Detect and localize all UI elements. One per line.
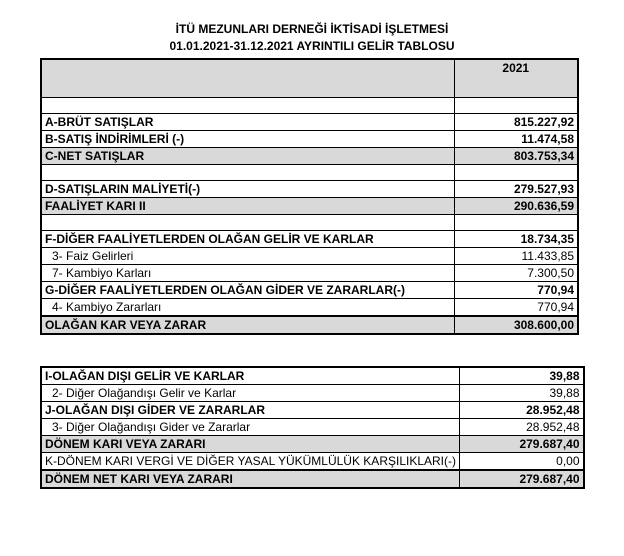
table-row bbox=[41, 367, 584, 385]
row-value bbox=[454, 164, 578, 180]
table-header-row bbox=[41, 59, 578, 97]
row-value: 39,88 bbox=[460, 367, 584, 385]
row-label bbox=[41, 97, 454, 113]
row-label: G-DİĞER FAALİYETLERDEN OLAĞAN GİDER VE ZARARLAR(-) bbox=[41, 281, 454, 298]
row-label bbox=[41, 164, 454, 180]
row-value: 18.734,35 bbox=[454, 230, 578, 247]
row-value: 815.227,92 bbox=[454, 113, 578, 130]
row-label: DÖNEM KARI VEYA ZARARI bbox=[41, 436, 460, 453]
table-row bbox=[41, 197, 578, 214]
row-value: 7.300,50 bbox=[454, 264, 578, 281]
row-value: 0,00 bbox=[460, 453, 584, 471]
table-row bbox=[41, 147, 578, 164]
row-label: K-DÖNEM KARI VERGİ VE DİĞER YASAL YÜKÜMLÜLÜK KARŞILIKLARI(-) bbox=[41, 453, 460, 471]
row-label: FAALİYET KARI II bbox=[41, 197, 454, 214]
table-row bbox=[41, 385, 584, 402]
row-value bbox=[454, 97, 578, 113]
document-title: İTÜ MEZUNLARI DERNEĞİ İKTİSADİ İŞLETMESİ bbox=[175, 22, 449, 36]
row-label: 7- Kambiyo Karları bbox=[41, 264, 454, 281]
table-row bbox=[41, 130, 578, 147]
table-row bbox=[41, 113, 578, 130]
table-row bbox=[41, 470, 584, 488]
table-row bbox=[41, 419, 584, 436]
row-value: 770,94 bbox=[454, 298, 578, 316]
table-row bbox=[41, 298, 578, 316]
table-row bbox=[41, 180, 578, 197]
row-value: 770,94 bbox=[454, 281, 578, 298]
row-label bbox=[41, 214, 454, 230]
row-label: C-NET SATIŞLAR bbox=[41, 147, 454, 164]
row-value: 803.753,34 bbox=[454, 147, 578, 164]
table-row bbox=[41, 281, 578, 298]
row-label: B-SATIŞ İNDİRİMLERİ (-) bbox=[41, 130, 454, 147]
row-value: 279.687,40 bbox=[460, 436, 584, 453]
income-table-extraordinary bbox=[40, 366, 585, 489]
row-value: 279.687,40 bbox=[460, 470, 584, 488]
header-label-cell bbox=[41, 59, 454, 97]
table-row bbox=[41, 264, 578, 281]
row-value: 28.952,48 bbox=[460, 402, 584, 419]
year-header: 2021 bbox=[454, 59, 578, 97]
row-label: 3- Faiz Gelirleri bbox=[41, 247, 454, 264]
table-row bbox=[41, 436, 584, 453]
row-label: J-OLAĞAN DIŞI GİDER VE ZARARLAR bbox=[41, 402, 460, 419]
row-value: 11.433,85 bbox=[454, 247, 578, 264]
document-subtitle: 01.01.2021-31.12.2021 AYRINTILI GELİR TABLOSU bbox=[169, 39, 455, 53]
row-label: 3- Diğer Olağandışı Gider ve Zararlar bbox=[41, 419, 460, 436]
row-label: 2- Diğer Olağandışı Gelir ve Karlar bbox=[41, 385, 460, 402]
table-row bbox=[41, 247, 578, 264]
table-row bbox=[41, 164, 578, 180]
row-value: 11.474,58 bbox=[454, 130, 578, 147]
table-row bbox=[41, 316, 578, 334]
row-value: 279.527,93 bbox=[454, 180, 578, 197]
row-label: A-BRÜT SATIŞLAR bbox=[41, 113, 454, 130]
row-value bbox=[454, 214, 578, 230]
table-row bbox=[41, 214, 578, 230]
row-value: 39,88 bbox=[460, 385, 584, 402]
row-label: F-DİĞER FAALİYETLERDEN OLAĞAN GELİR VE KARLAR bbox=[41, 230, 454, 247]
table-row bbox=[41, 402, 584, 419]
income-table-main bbox=[40, 58, 579, 335]
row-label: 4- Kambiyo Zararları bbox=[41, 298, 454, 316]
row-label: D-SATIŞLARIN MALİYETİ(-) bbox=[41, 180, 454, 197]
row-value: 28.952,48 bbox=[460, 419, 584, 436]
row-label: I-OLAĞAN DIŞI GELİR VE KARLAR bbox=[41, 367, 460, 385]
table-row bbox=[41, 453, 584, 471]
row-label: OLAĞAN KAR VEYA ZARAR bbox=[41, 316, 454, 334]
row-label: DÖNEM NET KARI VEYA ZARARI bbox=[41, 470, 460, 488]
row-value: 290.636,59 bbox=[454, 197, 578, 214]
table-row bbox=[41, 230, 578, 247]
table-row bbox=[41, 97, 578, 113]
row-value: 308.600,00 bbox=[454, 316, 578, 334]
